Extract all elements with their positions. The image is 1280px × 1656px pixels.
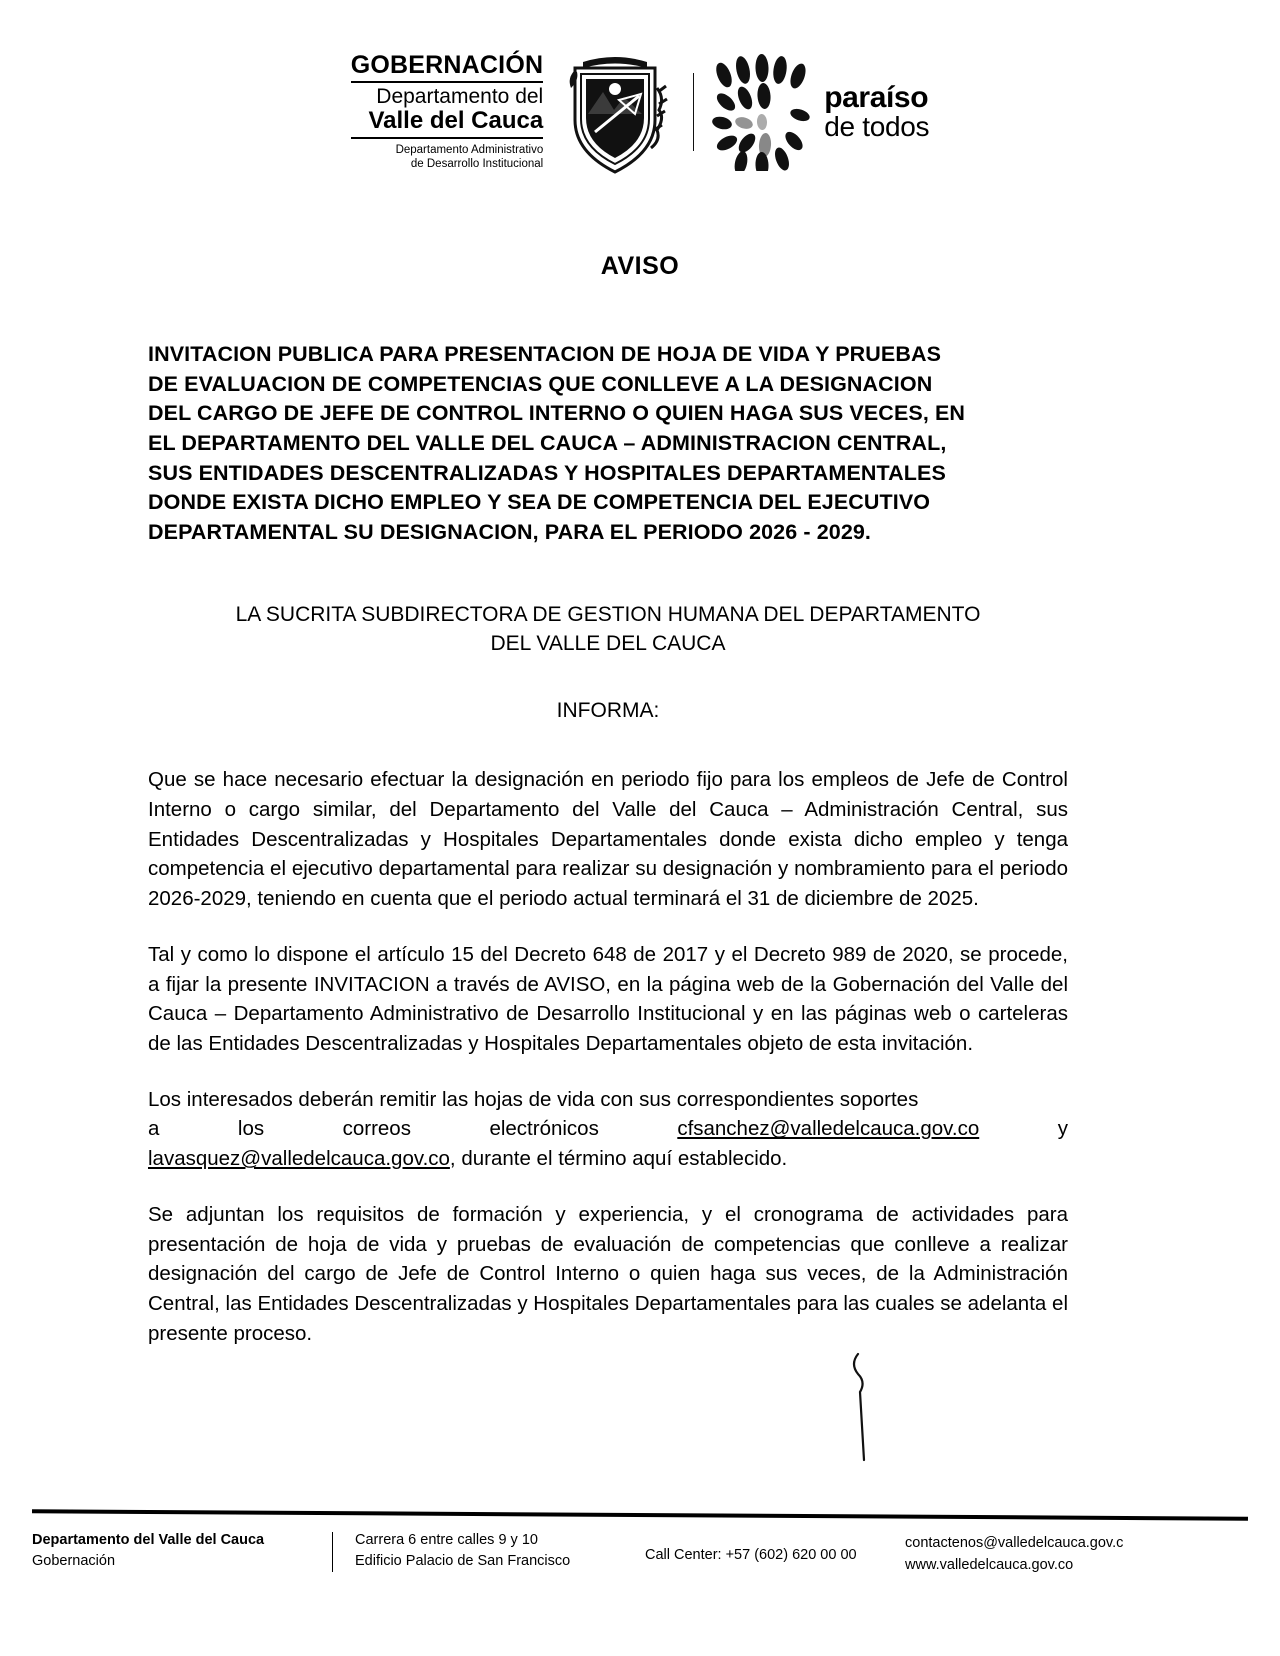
- paraiso-logo: [710, 53, 929, 171]
- footer-entity: [32, 1530, 332, 1572]
- document-header: [0, 48, 1280, 188]
- invitation-heading-line: SUS ENTIDADES DESCENTRALIZADAS Y HOSPITALES DEPARTAMENTALES: [148, 460, 946, 485]
- issuer-line-2: DEL VALLE DEL CAUCA: [490, 632, 726, 656]
- paraiso-line1: paraíso: [824, 81, 929, 114]
- footer-vertical-divider: [332, 1532, 333, 1572]
- paragraph-3: [148, 1085, 1068, 1174]
- footer-call-center: Call Center: +57 (602) 620 00 00: [645, 1547, 857, 1563]
- departamento-administrativo-line1: Departamento Administrativo: [395, 143, 544, 156]
- footer-entity-line1: Departamento del Valle del Cauca: [32, 1532, 265, 1548]
- paragraph-3-tail: , durante el término aquí establecido.: [449, 1147, 788, 1171]
- paragraph-3-line-1: Los interesados deberán remitir las hojas de vida con sus correspondientes soportes: [148, 1087, 919, 1111]
- invitation-heading-line: DE EVALUACION DE COMPETENCIAS QUE CONLLEVE A LA DESIGNACION: [148, 371, 933, 396]
- invitation-heading: [148, 340, 1068, 548]
- email-link-cfsanchez[interactable]: cfsanchez@valledelcauca.gov.co: [677, 1117, 980, 1141]
- coat-of-arms-icon: [561, 48, 669, 176]
- word-los: los: [237, 1117, 265, 1141]
- invitation-heading-line: DEL CARGO DE JEFE DE CONTROL INTERNO O QUIEN HAGA SUS VECES, EN: [148, 401, 966, 426]
- invitation-heading-line: EL DEPARTAMENTO DEL VALLE DEL CAUCA – ADMINISTRACION CENTRAL,: [148, 430, 947, 455]
- gobernacion-title: GOBERNACIÓN: [350, 50, 544, 79]
- word-correos: correos: [342, 1117, 411, 1141]
- header-vertical-divider: [693, 73, 694, 151]
- paragraph-1: Que se hace necesario efectuar la designación en periodo fijo para los empleos de Jefe de Control Interno o cargo similar, del Departamento del Valle del Cauca – Administración Central, sus Entidades Descentralizadas y Hospitales Departamentales donde exista dicho empleo y tenga competencia el ejecutivo departamental para realizar su designación y nombramiento para el periodo 2026-2029, teniendo en cuenta que el periodo actual terminará el 31 de diciembre de 2025.: [148, 768, 1068, 911]
- issuer-statement: [148, 600, 1068, 660]
- word-y: y: [1057, 1117, 1068, 1141]
- footer-website[interactable]: www.valledelcauca.gov.co: [905, 1557, 1074, 1574]
- wordmark-rule-bottom: [351, 137, 543, 139]
- paragraph-4: Se adjuntan los requisitos de formación y experiencia, y el cronograma de actividades para presentación de hoja de vida y pruebas de evaluación de competencias que conlleve a realizar designación del cargo de Jefe de Control Interno o quien haga sus veces, de la Administración Central, las Entidades Descentralizadas y Hospitales Departamentales para las cuales se adelanta el presente proceso.: [148, 1202, 1068, 1345]
- page-title: AVISO: [600, 252, 680, 280]
- gobernacion-wordmark: [350, 50, 553, 172]
- invitation-heading-line: DEPARTAMENTAL SU DESIGNACION, PARA EL PERIODO 2026 - 2029.: [148, 519, 872, 544]
- word-a: a: [148, 1117, 160, 1141]
- issuer-line-1: LA SUCRITA SUBDIRECTORA DE GESTION HUMANA DEL DEPARTAMENTO: [235, 602, 981, 626]
- signature-mark-icon: [848, 1348, 908, 1468]
- logo-row: [351, 48, 930, 176]
- footer-address-line1: Carrera 6 entre calles 9 y 10: [355, 1532, 538, 1548]
- document-body: [148, 340, 1068, 1374]
- paraiso-wordmark: [824, 83, 929, 141]
- footer-entity-line2: Gobernación: [32, 1553, 116, 1570]
- word-electronicos: electrónicos: [489, 1117, 599, 1141]
- departamento-del-label: Departamento del: [376, 84, 544, 108]
- paragraph-3-line-3: [148, 1144, 1068, 1174]
- wordmark-rule-top: [351, 81, 543, 83]
- footer-address-line2: Edificio Palacio de San Francisco: [355, 1553, 571, 1570]
- footer-contact: [905, 1530, 1248, 1577]
- footer-email[interactable]: contactenos@valledelcauca.gov.c: [905, 1535, 1124, 1551]
- paragraph-2: Tal y como lo dispone el artículo 15 del Decreto 648 de 2017 y el Decreto 989 de 2020, se procede, a fijar la presente INVITACION a través de AVISO, en la página web de la Gobernación del Valle del Cauca – Departamento Administrativo de Desarrollo Institucional y en las páginas web o carteleras de las Entidades Descentralizadas y Hospitales Departamentales objeto de esta invitación.: [148, 942, 1068, 1055]
- valle-del-cauca-label: Valle del Cauca: [368, 106, 544, 134]
- invitation-heading-line: DONDE EXISTA DICHO EMPLEO Y SEA DE COMPETENCIA DEL EJECUTIVO: [148, 490, 931, 515]
- document-footer: [32, 1530, 1248, 1577]
- email-link-lavasquez[interactable]: lavasquez@valledelcauca.gov.co: [148, 1147, 450, 1171]
- paraiso-line2: de todos: [824, 111, 930, 142]
- paraiso-burst-icon: [710, 53, 814, 171]
- footer-address: [355, 1530, 645, 1572]
- informa-label: INFORMA:: [556, 699, 660, 723]
- desarrollo-institucional-line2: de Desarrollo Institucional: [410, 158, 544, 170]
- footer-divider: [32, 1509, 1248, 1520]
- invitation-heading-line: INVITACION PUBLICA PARA PRESENTACION DE HOJA DE VIDA Y PRUEBAS: [148, 342, 942, 366]
- paragraph-3-line-2: [148, 1114, 1068, 1144]
